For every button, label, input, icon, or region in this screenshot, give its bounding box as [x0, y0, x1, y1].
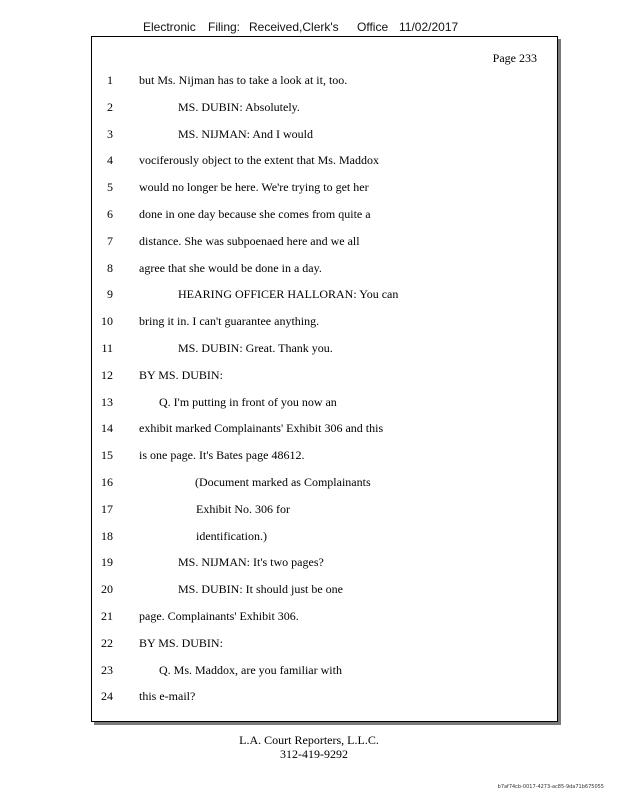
transcript-line	[92, 555, 557, 573]
transcript-line	[92, 689, 557, 707]
transcript-line	[92, 100, 557, 118]
line-text: HEARING OFFICER HALLORAN: You can	[178, 287, 399, 302]
line-number: 11	[101, 341, 113, 355]
line-text: (Document marked as Complainants	[195, 475, 371, 489]
transcript-line	[92, 127, 557, 145]
transcript-line	[92, 153, 557, 171]
line-number: 12	[101, 367, 113, 382]
transcript-line	[92, 636, 557, 654]
line-number: 22	[101, 635, 113, 650]
transcript-line	[92, 368, 557, 386]
line-text: MS. DUBIN: Great. Thank you.	[178, 341, 333, 355]
line-text: Q. Ms. Maddox, are you familiar with	[159, 662, 342, 677]
line-number: 14	[101, 421, 113, 436]
line-number: 4	[107, 153, 113, 168]
transcript-line	[92, 261, 557, 279]
line-text: Q. I'm putting in front of you now an	[159, 394, 337, 409]
transcript-line	[92, 287, 557, 305]
line-text: MS. NIJMAN: And I would	[178, 126, 314, 141]
line-number: 10	[101, 314, 113, 329]
line-text: agree that she would be done in a day.	[139, 260, 322, 275]
header-office: Office	[357, 20, 389, 34]
line-text: is one page. It's Bates page 48612.	[139, 448, 305, 463]
line-text: exhibit marked Complainants' Exhibit 306 and this	[139, 421, 384, 436]
line-number: 2	[107, 99, 113, 114]
document-hash: b7af74cb-0017-4273-ac85-9da71b675055	[497, 784, 604, 790]
line-text: distance. She was subpoenaed here and we all	[139, 233, 360, 248]
line-number: 18	[101, 528, 113, 543]
transcript-line	[92, 234, 557, 252]
transcript-page	[91, 36, 558, 722]
line-text: Exhibit No. 306 for	[196, 501, 290, 516]
line-number: 9	[107, 287, 113, 302]
footer-phone: 312-419-9292	[280, 747, 348, 761]
line-number: 19	[101, 555, 113, 570]
line-text: done in one day because she comes from quite a	[139, 207, 371, 221]
line-number: 13	[101, 394, 113, 409]
footer-company: L.A. Court Reporters, L.L.C.	[239, 733, 379, 747]
line-text: BY MS. DUBIN:	[139, 367, 223, 382]
line-text: page. Complainants' Exhibit 306.	[139, 609, 299, 623]
line-number: 24	[101, 689, 113, 704]
line-number: 8	[107, 260, 113, 275]
line-text: would no longer be here. We're trying to get her	[139, 180, 369, 195]
line-text: MS. NIJMAN: It's two pages?	[178, 555, 324, 570]
line-number: 16	[101, 475, 113, 489]
line-text: bring it in. I can't guarantee anything.	[139, 314, 320, 329]
transcript-line	[92, 341, 557, 359]
line-text: MS. DUBIN: It should just be one	[178, 582, 343, 597]
transcript-line	[92, 582, 557, 600]
line-number: 3	[107, 126, 113, 141]
transcript-line	[92, 609, 557, 627]
line-text: vociferously object to the extent that Ms. Maddox	[139, 153, 379, 168]
line-number: 5	[107, 180, 113, 195]
transcript-line	[92, 73, 557, 91]
transcript-line	[92, 502, 557, 520]
header-filing: Filing:	[208, 20, 241, 34]
transcript-line	[92, 207, 557, 225]
line-text: identification.)	[196, 528, 267, 543]
line-number: 7	[107, 233, 113, 248]
line-text: BY MS. DUBIN:	[139, 635, 223, 650]
line-text: this e-mail?	[139, 689, 196, 704]
line-number: 17	[101, 501, 113, 516]
line-text: MS. DUBIN: Absolutely.	[178, 99, 300, 114]
transcript-line	[92, 314, 557, 332]
line-number: 23	[101, 662, 113, 677]
line-number: 20	[101, 582, 113, 597]
transcript-line	[92, 421, 557, 439]
transcript-line	[92, 180, 557, 198]
header-received: Received,Clerk's	[249, 20, 339, 34]
line-number: 6	[107, 207, 113, 221]
header-date: 11/02/2017	[399, 20, 459, 34]
transcript-line	[92, 395, 557, 413]
transcript-line	[92, 663, 557, 681]
line-number: 15	[101, 448, 113, 463]
transcript-line	[92, 529, 557, 547]
line-text: but Ms. Nijman has to take a look at it, too.	[139, 73, 348, 87]
line-number: 1	[107, 73, 113, 87]
transcript-line	[92, 475, 557, 493]
header-electronic: Electronic	[143, 20, 196, 34]
page-number: Page 233	[492, 51, 537, 65]
transcript-line	[92, 448, 557, 466]
line-number: 21	[101, 609, 113, 623]
